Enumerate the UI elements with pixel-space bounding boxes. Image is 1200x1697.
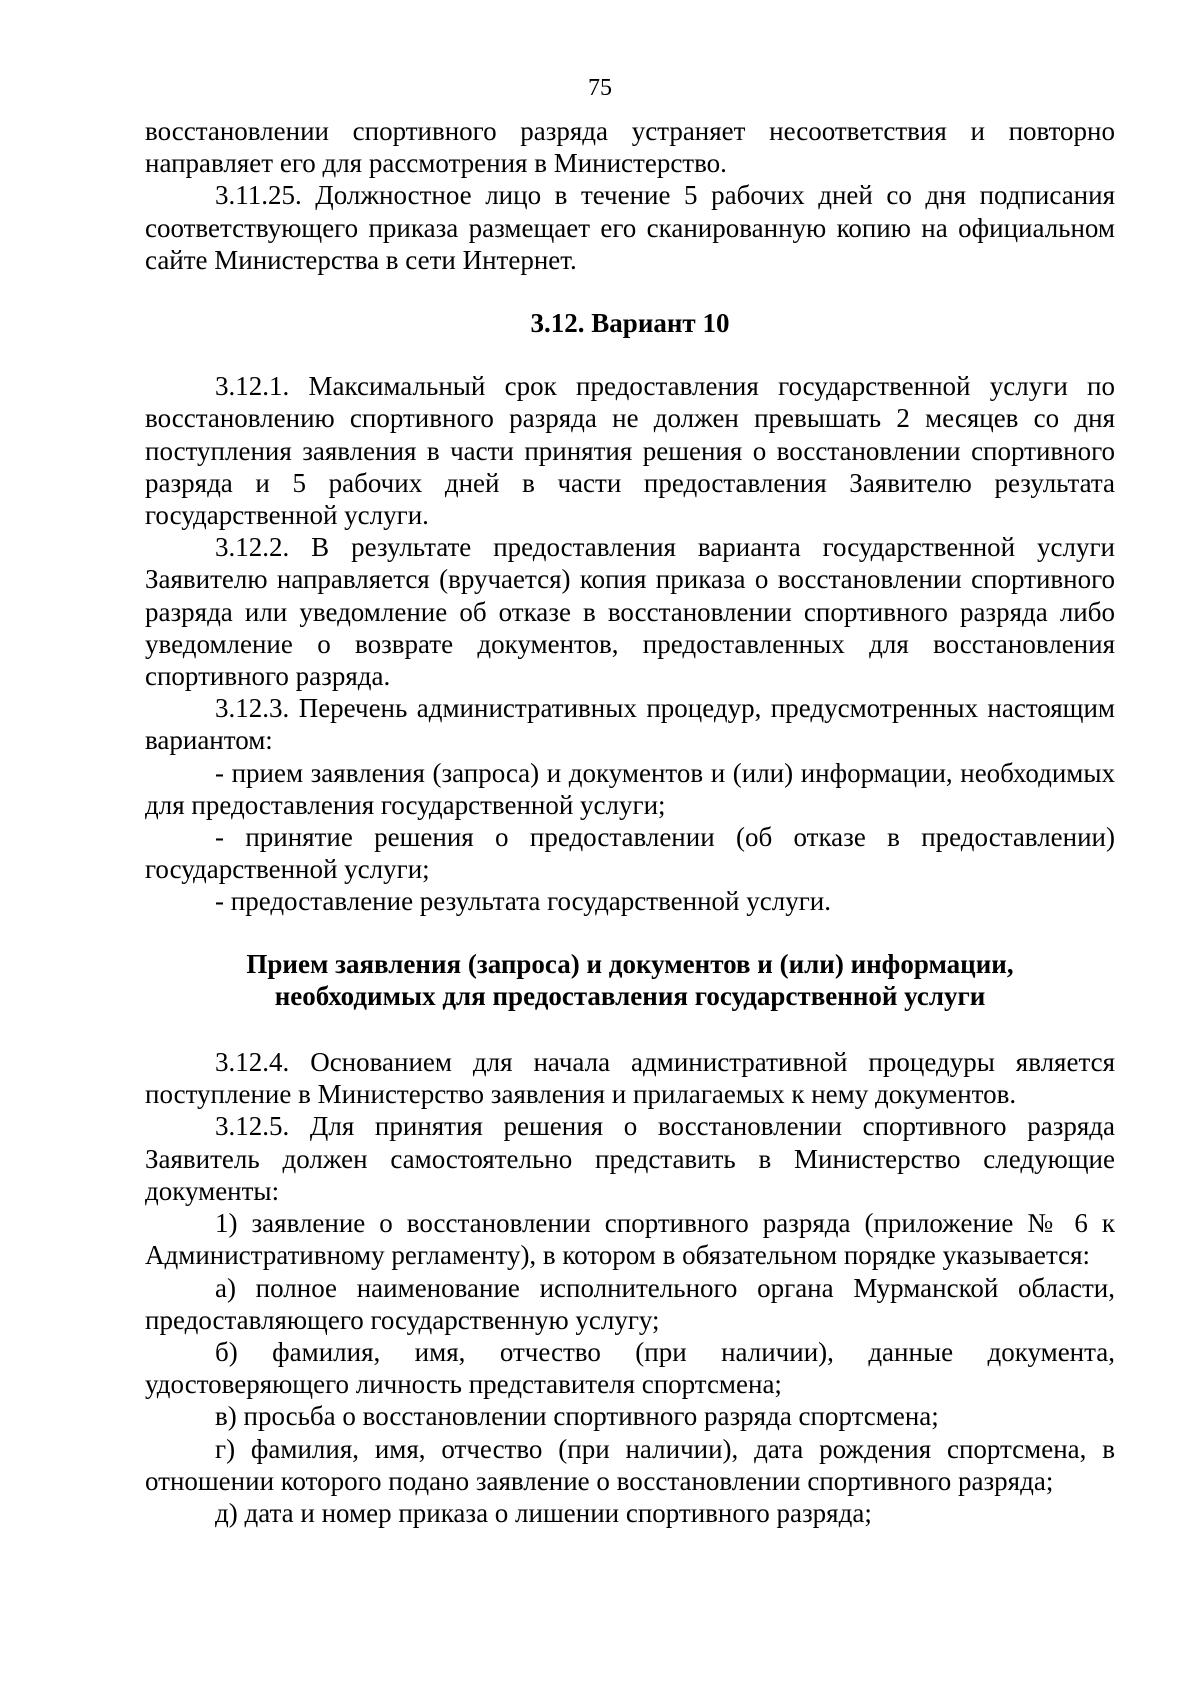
paragraph: 3.12.3. Перечень административных процедур, предусмотренных настоящим вариантом:	[145, 693, 1115, 756]
list-item: г) фамилия, имя, отчество (при наличии), дата рождения спортсмена, в отношении которого подано заявление о восстановлении спортивного разряда;	[145, 1433, 1115, 1496]
paragraph: 3.12.5. Для принятия решения о восстановлении спортивного разряда Заявитель должен самостоятельно представить в Министерство следующие документы:	[145, 1111, 1115, 1206]
paragraph: 3.11.25. Должностное лицо в течение 5 рабочих дней со дня подписания соответствующего приказа размещает его сканированную копию на официальном сайте Министерства в сети Интернет.	[145, 180, 1115, 275]
list-item: а) полное наименование исполнительного органа Мурманской области, предоставляющего государственную услугу;	[145, 1272, 1115, 1335]
section-heading: 3.12. Вариант 10	[530, 308, 730, 339]
list-item: - принятие решения о предоставлении (об отказе в предоставлении) государственной услуги;	[145, 822, 1115, 885]
paragraph: 3.12.1. Максимальный срок предоставления государственной услуги по восстановлению спортивного разряда не должен превышать 2 месяцев со дня поступления заявления в части принятия решения о восстановлении спортивного разряда и 5 рабочих дней в части предоставления Заявителю результата государственной услуги.	[145, 371, 1115, 531]
subsection-heading-line: Прием заявления (запроса) и документов и (или) информации,	[246, 948, 1014, 979]
list-item: в) просьба о восстановлении спортивного разряда спортсмена;	[215, 1401, 939, 1432]
list-item: 1) заявление о восстановлении спортивного разряда (приложение № 6 к Административному регламенту), в котором в обязательном порядке указывается:	[145, 1208, 1115, 1271]
document-body	[145, 115, 1115, 1529]
list-item: д) дата и номер приказа о лишении спортивного разряда;	[215, 1497, 872, 1528]
page-number: 75	[588, 75, 612, 101]
list-item: - прием заявления (запроса) и документов и (или) информации, необходимых для предоставления государственной услуги;	[145, 757, 1115, 820]
subsection-heading	[145, 948, 1115, 1012]
paragraph: 3.12.4. Основанием для начала административной процедуры является поступление в Министерство заявления и прилагаемых к нему документов.	[145, 1047, 1115, 1110]
paragraph: восстановлении спортивного разряда устраняет несоответствия и повторно направляет его для рассмотрения в Министерство.	[145, 116, 1115, 179]
subsection-heading-line: необходимых для предоставления государственной услуги	[274, 980, 986, 1011]
list-item: - предоставление результата государственной услуги.	[215, 886, 831, 917]
paragraph: 3.12.2. В результате предоставления варианта государственной услуги Заявителю направляется (вручается) копия приказа о восстановлении спортивного разряда или уведомление об отказе в восстановлении спортивного разряда либо уведомление о возврате документов, предоставленных для восстановления спортивного разряда.	[145, 532, 1115, 692]
list-item: б) фамилия, имя, отчество (при наличии), данные документа, удостоверяющего личность представителя спортсмена;	[145, 1336, 1115, 1400]
